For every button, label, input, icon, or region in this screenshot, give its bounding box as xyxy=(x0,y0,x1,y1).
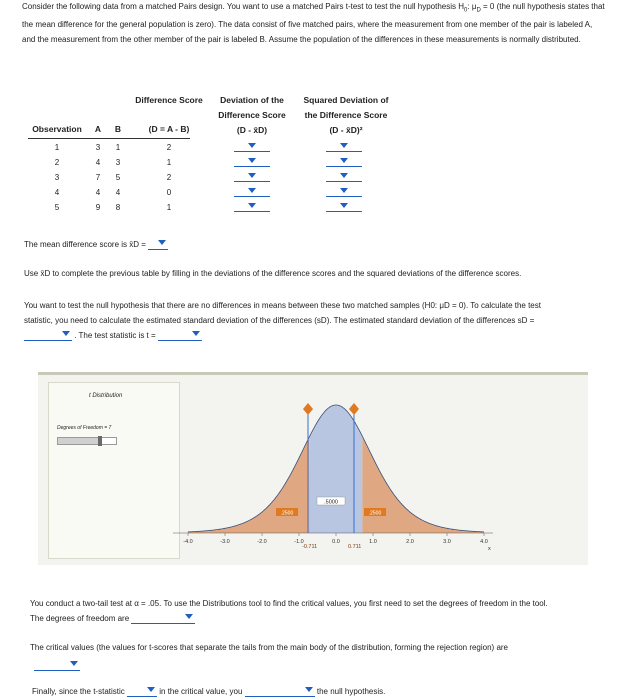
conduct-paragraph: You conduct a two-tail test at α = .05. To use the Distributions tool to find the critical values, you first need to set the degrees of freedom in the tool. The degrees of freedom are xyxy=(30,599,548,623)
obs-cell: 4 xyxy=(54,188,60,197)
right-marker[interactable] xyxy=(349,403,359,415)
right-tail-region xyxy=(362,436,484,533)
a-cell: 4 xyxy=(95,188,101,197)
critical-values-line: The critical values (the values for t-scores that separate the tails from the main body of the distribution, forming the rejection region) are xyxy=(30,643,509,652)
right-marker-icon xyxy=(349,403,359,415)
x-tick-label: 1.0 xyxy=(369,539,377,545)
dof-dropdown[interactable] xyxy=(131,613,195,624)
x-tick-label: -4.0 xyxy=(183,539,193,545)
obs-cell: 5 xyxy=(54,203,60,212)
observation-header: Observation xyxy=(32,124,82,134)
use-mean-instruction: Use x̄D to complete the previous table by filling in the deviations of the difference scores and the squared deviations of the difference scores. xyxy=(24,269,522,278)
table-row xyxy=(28,185,398,200)
left-marker[interactable] xyxy=(303,403,313,415)
deviation-dropdown[interactable] xyxy=(234,141,270,152)
squared-deviation-dropdown[interactable] xyxy=(326,171,362,182)
left-tail-region xyxy=(188,437,310,533)
deviation-dropdown[interactable] xyxy=(234,171,270,182)
dof-label: Degrees of Freedom = 7 xyxy=(57,425,112,431)
x-tick-label: 4.0 xyxy=(480,539,488,545)
b-cell: 8 xyxy=(115,203,121,212)
deviation-header: Deviation of the Difference Score (D - x̄D) xyxy=(218,95,286,135)
decision-dropdown[interactable] xyxy=(245,686,315,697)
intro-paragraph: Consider the following data from a matched Pairs design. You want to use a matched Pairs t-test to test the null hypothesis $H_0$: $\mu_D = 0$ (the null hypothesis states that the mean difference for the general population is zero). The data consist of five matched pairs, where the measurement from one member of the pair is labeled A, and the measurement from the other member of the pair is labeled B. Assume the population of the differences in these measurements is normally distributed. xyxy=(22,2,605,44)
squared-deviation-header: Squared Deviation of the Difference Score (D - x̄D)² xyxy=(303,95,389,135)
x-tick-label: 3.0 xyxy=(443,539,451,545)
deviation-dropdown[interactable] xyxy=(234,156,270,167)
obs-cell: 2 xyxy=(54,158,60,167)
axis-label: x xyxy=(488,546,491,552)
squared-deviation-dropdown[interactable] xyxy=(326,156,362,167)
table-row xyxy=(28,155,398,170)
critical-values-dropdown[interactable] xyxy=(34,660,80,671)
right-tail-label: .2500 xyxy=(368,510,382,517)
diff-score-header: Difference Score xyxy=(135,95,203,105)
a-header: A xyxy=(94,124,102,134)
squared-deviation-dropdown[interactable] xyxy=(326,186,362,197)
t-distribution-tool xyxy=(38,372,588,565)
mean-difference-line: The mean difference score is x̄D = xyxy=(24,237,168,252)
left-marker-icon xyxy=(303,403,313,415)
b-cell: 1 xyxy=(115,143,121,152)
t-statistic-dropdown[interactable] xyxy=(158,330,202,341)
table-row xyxy=(28,140,398,155)
obs-cell: 3 xyxy=(54,173,60,182)
d-cell: 2 xyxy=(166,173,172,182)
table-header-rule xyxy=(28,138,190,139)
a-cell: 7 xyxy=(95,173,101,182)
test-statistic-paragraph: You want to test the null hypothesis that there are no differences in means between these two matched samples (H0: μD = 0). To calculate the test statistic, you need to calculate the estimated standard deviation of the differences (sD). The estimated standard deviation of the differences sD = . The test statistic is t = xyxy=(24,301,541,340)
a-cell: 4 xyxy=(95,158,101,167)
b-cell: 3 xyxy=(115,158,121,167)
statistic-position-dropdown[interactable] xyxy=(127,686,157,697)
mean-difference-dropdown[interactable] xyxy=(148,239,168,250)
final-line: Finally, since the t-statistic in the critical value, you the null hypothesis. xyxy=(32,687,386,696)
deviation-dropdown[interactable] xyxy=(234,201,270,212)
t-distribution-chart xyxy=(38,375,588,565)
left-tail-label: .2500 xyxy=(280,510,294,517)
left-critical-value: -0.711 xyxy=(302,544,318,550)
x-axis-ticks xyxy=(183,533,488,545)
diff-formula-header: (D = A - B) xyxy=(148,124,190,134)
a-cell: 3 xyxy=(95,143,101,152)
x-tick-label: -1.0 xyxy=(294,539,304,545)
b-header: B xyxy=(114,124,122,134)
right-critical-value: 0.711 xyxy=(348,544,362,550)
obs-cell: 1 xyxy=(54,143,60,152)
panel-title: t Distribution xyxy=(89,393,123,399)
x-tick-label: -2.0 xyxy=(257,539,267,545)
b-cell: 4 xyxy=(115,188,121,197)
d-cell: 1 xyxy=(166,158,172,167)
sd-dropdown[interactable] xyxy=(24,330,72,341)
b-cell: 5 xyxy=(115,173,121,182)
x-tick-label: 0.0 xyxy=(332,539,340,545)
x-tick-label: 2.0 xyxy=(406,539,414,545)
center-label: .5000 xyxy=(324,499,338,506)
data-table xyxy=(28,140,398,220)
table-row xyxy=(28,170,398,185)
a-cell: 9 xyxy=(95,203,101,212)
squared-deviation-dropdown[interactable] xyxy=(326,201,362,212)
deviation-dropdown[interactable] xyxy=(234,186,270,197)
d-cell: 1 xyxy=(166,203,172,212)
squared-deviation-dropdown[interactable] xyxy=(326,141,362,152)
d-cell: 0 xyxy=(166,188,172,197)
table-row xyxy=(28,200,398,215)
x-tick-label: -3.0 xyxy=(220,539,230,545)
d-cell: 2 xyxy=(166,143,172,152)
